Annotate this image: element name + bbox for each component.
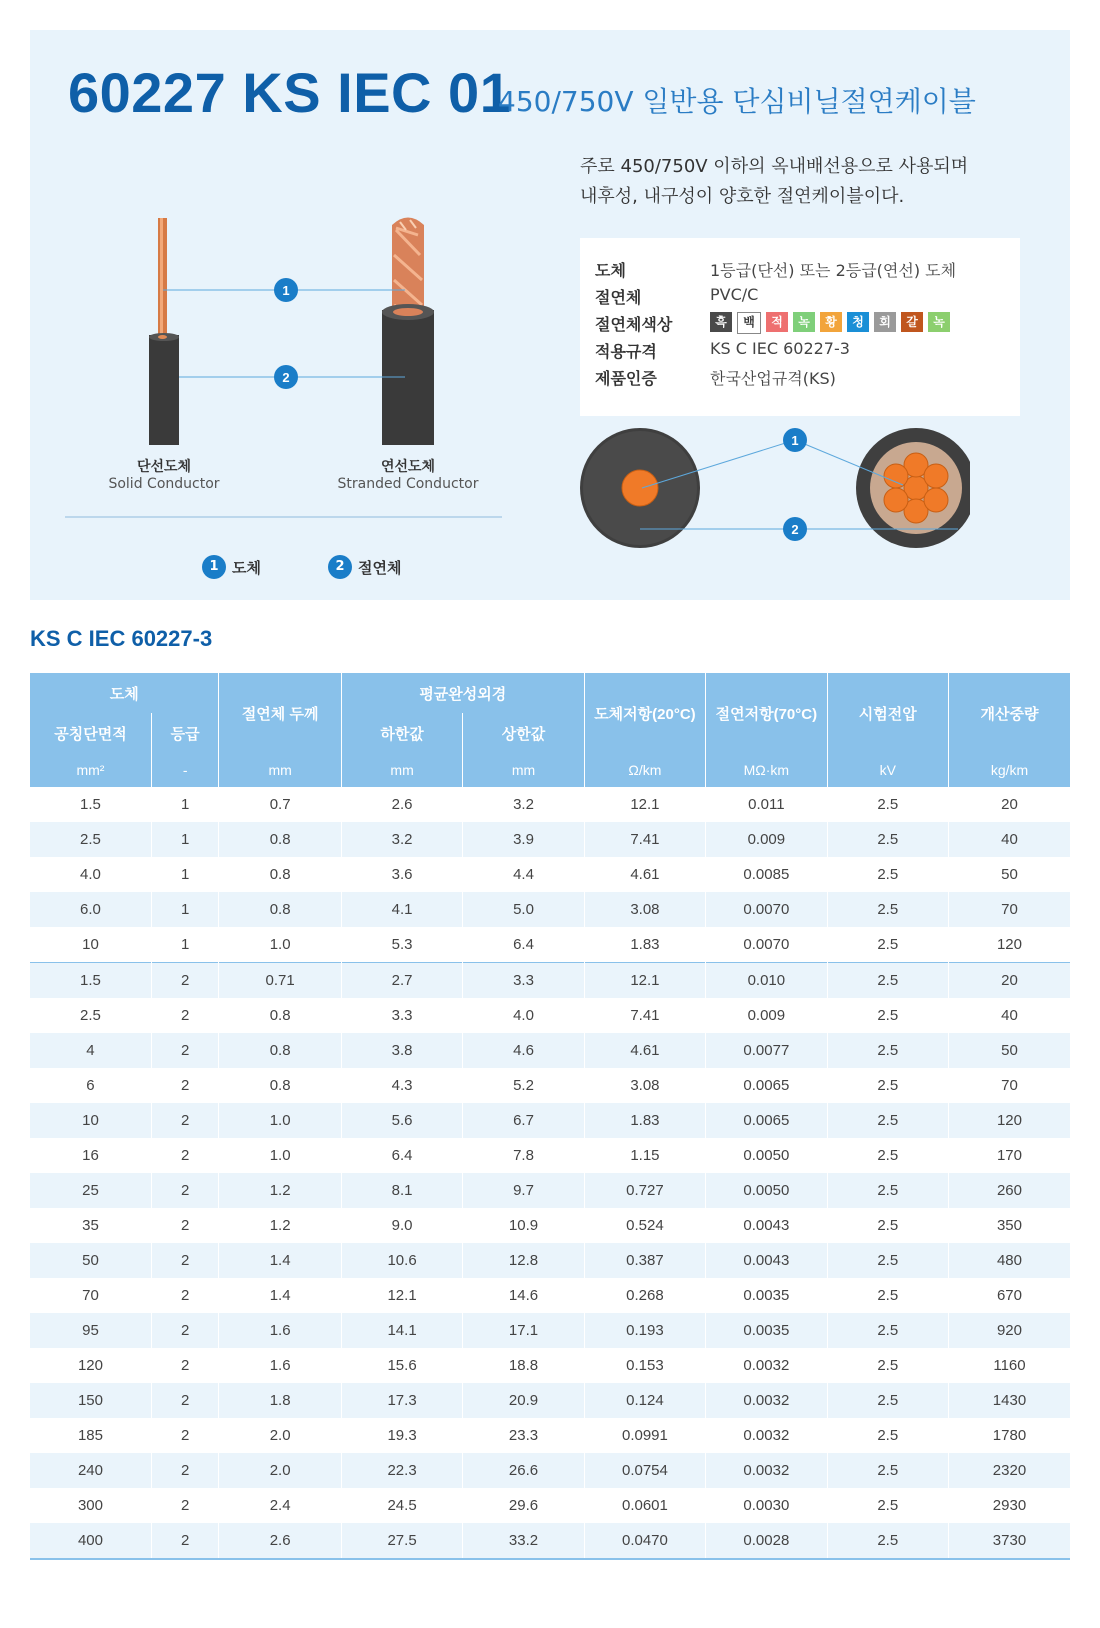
spec-table xyxy=(30,673,1070,1560)
unit-cell: kg/km xyxy=(948,753,1070,787)
table-cell: 14.6 xyxy=(463,1278,584,1313)
table-cell: 3.2 xyxy=(341,822,462,857)
legend-conductor xyxy=(202,555,261,579)
table-cell: 10 xyxy=(30,1103,151,1138)
table-cell: 16 xyxy=(30,1138,151,1173)
table-cell: 260 xyxy=(948,1173,1070,1208)
solid-caption-ko: 단선도체 xyxy=(136,459,192,475)
spec-box xyxy=(580,238,1020,416)
table-cell: 0.010 xyxy=(706,963,827,999)
table-cell: 2.0 xyxy=(219,1418,341,1453)
table-cell: 0.0085 xyxy=(706,857,827,892)
table-cell: 2.5 xyxy=(827,998,948,1033)
table-cell: 2.5 xyxy=(827,963,948,999)
table-cell: 1430 xyxy=(948,1383,1070,1418)
table-title: KS C IEC 60227-3 xyxy=(30,626,213,651)
table-cell: 10.6 xyxy=(341,1243,462,1278)
table-row xyxy=(30,1033,1070,1068)
table-cell: 70 xyxy=(30,1278,151,1313)
table-row xyxy=(30,1068,1070,1103)
description-line-1: 주로 450/750V 이하의 옥내배선용으로 사용되며 xyxy=(580,156,969,177)
table-row xyxy=(30,1173,1070,1208)
stranded-conductor-graphic xyxy=(382,218,434,446)
table-cell: 8.1 xyxy=(341,1173,462,1208)
header-insulation-res: 절연저항(70°C) xyxy=(706,673,827,753)
unit-cell: - xyxy=(151,753,218,787)
table-cell: 70 xyxy=(948,1068,1070,1103)
unit-cell: kV xyxy=(827,753,948,787)
table-cell: 0.71 xyxy=(219,963,341,999)
table-cell: 4.0 xyxy=(463,998,584,1033)
cable-illustration xyxy=(30,30,550,530)
table-cell: 350 xyxy=(948,1208,1070,1243)
unit-cell: mm² xyxy=(30,753,151,787)
spec-value: 1등급(단선) 또는 2등급(연선) 도체 xyxy=(710,261,957,280)
table-row xyxy=(30,787,1070,822)
table-cell: 6.0 xyxy=(30,892,151,927)
table-cell: 5.6 xyxy=(341,1103,462,1138)
spec-label: 절연체색상 xyxy=(595,315,673,334)
table-cell: 480 xyxy=(948,1243,1070,1278)
table-cell: 0.011 xyxy=(706,787,827,822)
table-cell: 0.8 xyxy=(219,1068,341,1103)
table-cell: 12.8 xyxy=(463,1243,584,1278)
table-cell: 0.8 xyxy=(219,822,341,857)
table-row xyxy=(30,1313,1070,1348)
table-cell: 185 xyxy=(30,1418,151,1453)
table-cell: 70 xyxy=(948,892,1070,927)
svg-text:2: 2 xyxy=(791,522,799,537)
table-cell: 2.5 xyxy=(827,1243,948,1278)
table-row xyxy=(30,1348,1070,1383)
table-cell: 2.5 xyxy=(827,1138,948,1173)
table-row xyxy=(30,1103,1070,1138)
table-cell: 1.2 xyxy=(219,1173,341,1208)
table-cell: 2.5 xyxy=(827,1033,948,1068)
table-cell: 0.0050 xyxy=(706,1173,827,1208)
table-cell: 0.0754 xyxy=(584,1453,705,1488)
product-hero xyxy=(30,30,1070,600)
header-weight: 개산중량 xyxy=(948,673,1070,753)
table-cell: 2 xyxy=(151,1208,218,1243)
table-cell: 2 xyxy=(151,1068,218,1103)
legend-label-insulation: 절연체 xyxy=(358,558,402,577)
color-chip: 갈 xyxy=(901,312,923,332)
table-cell: 4.1 xyxy=(341,892,462,927)
table-cell: 2.4 xyxy=(219,1488,341,1523)
table-cell: 7.41 xyxy=(584,998,705,1033)
table-cell: 1.83 xyxy=(584,1103,705,1138)
table-cell: 2.5 xyxy=(827,1208,948,1243)
page-title: 60227 KS IEC 01 xyxy=(68,61,512,124)
table-cell: 1780 xyxy=(948,1418,1070,1453)
table-cell: 400 xyxy=(30,1523,151,1559)
table-cell: 0.8 xyxy=(219,1033,341,1068)
solid-conductor-graphic xyxy=(149,218,179,445)
table-cell: 1.4 xyxy=(219,1243,341,1278)
table-cell: 0.0601 xyxy=(584,1488,705,1523)
table-cell: 1 xyxy=(151,787,218,822)
table-row xyxy=(30,1278,1070,1313)
table-row xyxy=(30,1243,1070,1278)
table-cell: 2.5 xyxy=(827,857,948,892)
table-cell: 0.0043 xyxy=(706,1208,827,1243)
table-row xyxy=(30,1418,1070,1453)
table-cell: 2.5 xyxy=(30,822,151,857)
table-cell: 0.0032 xyxy=(706,1418,827,1453)
table-cell: 2 xyxy=(151,1313,218,1348)
table-cell: 0.153 xyxy=(584,1348,705,1383)
svg-text:1: 1 xyxy=(282,283,290,298)
table-cell: 1.15 xyxy=(584,1138,705,1173)
table-cell: 0.727 xyxy=(584,1173,705,1208)
table-cell: 0.8 xyxy=(219,998,341,1033)
stranded-caption-en: Stranded Conductor xyxy=(337,476,479,492)
table-cell: 17.3 xyxy=(341,1383,462,1418)
table-cell: 2.5 xyxy=(827,1383,948,1418)
table-cell: 240 xyxy=(30,1453,151,1488)
unit-cell: Ω/km xyxy=(584,753,705,787)
table-cell: 120 xyxy=(30,1348,151,1383)
table-cell: 7.41 xyxy=(584,822,705,857)
color-chip: 녹 xyxy=(793,312,815,332)
table-cell: 2.5 xyxy=(827,1173,948,1208)
table-body xyxy=(30,787,1070,1559)
table-cell: 2.5 xyxy=(827,1103,948,1138)
table-cell: 27.5 xyxy=(341,1523,462,1559)
table-cell: 2.5 xyxy=(827,1523,948,1559)
table-cell: 0.0032 xyxy=(706,1348,827,1383)
table-cell: 2.5 xyxy=(827,1488,948,1523)
table-cell: 2.0 xyxy=(219,1453,341,1488)
table-cell: 3.6 xyxy=(341,857,462,892)
product-description xyxy=(580,152,968,212)
table-row xyxy=(30,1208,1070,1243)
table-cell: 18.8 xyxy=(463,1348,584,1383)
table-cell: 40 xyxy=(948,822,1070,857)
table-cell: 0.009 xyxy=(706,998,827,1033)
table-cell: 0.0470 xyxy=(584,1523,705,1559)
color-chip: 녹&황 xyxy=(928,312,950,332)
color-chip: 회 xyxy=(874,312,896,332)
table-cell: 1.5 xyxy=(30,963,151,999)
table-cell: 6 xyxy=(30,1068,151,1103)
table-cell: 4 xyxy=(30,1033,151,1068)
table-row xyxy=(30,857,1070,892)
table-cell: 24.5 xyxy=(341,1488,462,1523)
table-row xyxy=(30,1383,1070,1418)
table-cell: 3730 xyxy=(948,1523,1070,1559)
table-cell: 50 xyxy=(948,857,1070,892)
table-cell: 0.0065 xyxy=(706,1068,827,1103)
table-cell: 15.6 xyxy=(341,1348,462,1383)
table-cell: 4.3 xyxy=(341,1068,462,1103)
stranded-caption-ko: 연선도체 xyxy=(380,459,436,475)
table-cell: 0.268 xyxy=(584,1278,705,1313)
table-cell: 0.0070 xyxy=(706,892,827,927)
table-cell: 0.0991 xyxy=(584,1418,705,1453)
table-cell: 3.2 xyxy=(463,787,584,822)
table-row xyxy=(30,1453,1070,1488)
table-cell: 0.8 xyxy=(219,892,341,927)
table-cell: 2.5 xyxy=(827,1348,948,1383)
table-cell: 1.8 xyxy=(219,1383,341,1418)
unit-cell: mm xyxy=(463,753,584,787)
table-cell: 3.3 xyxy=(341,998,462,1033)
table-cell: 3.3 xyxy=(463,963,584,999)
legend-insulation xyxy=(328,555,401,579)
table-cell: 95 xyxy=(30,1313,151,1348)
unit-cell: mm xyxy=(219,753,341,787)
table-cell: 2.5 xyxy=(827,787,948,822)
table-cell: 1.4 xyxy=(219,1278,341,1313)
table-cell: 2 xyxy=(151,1383,218,1418)
table-cell: 300 xyxy=(30,1488,151,1523)
spec-label: 절연체 xyxy=(595,288,642,307)
table-cell: 25 xyxy=(30,1173,151,1208)
table-cell: 2.5 xyxy=(827,1453,948,1488)
table-cell: 2.5 xyxy=(827,822,948,857)
table-cell: 6.7 xyxy=(463,1103,584,1138)
table-cell: 1 xyxy=(151,892,218,927)
color-chip: 적 xyxy=(766,312,788,332)
table-cell: 20 xyxy=(948,963,1070,999)
table-cell: 2.5 xyxy=(827,1068,948,1103)
table-cell: 0.124 xyxy=(584,1383,705,1418)
unit-cell: mm xyxy=(341,753,462,787)
table-cell: 12.1 xyxy=(341,1278,462,1313)
header-upper: 상한값 xyxy=(463,713,584,753)
table-cell: 0.7 xyxy=(219,787,341,822)
table-cell: 170 xyxy=(948,1138,1070,1173)
table-cell: 4.6 xyxy=(463,1033,584,1068)
header-area: 공칭단면적 xyxy=(30,713,151,753)
table-cell: 0.0065 xyxy=(706,1103,827,1138)
table-cell: 1 xyxy=(151,822,218,857)
table-cell: 0.0032 xyxy=(706,1383,827,1418)
spec-value: 한국산업규격(KS) xyxy=(710,369,836,388)
header-grade: 등급 xyxy=(151,713,218,753)
table-cell: 6.4 xyxy=(463,927,584,963)
header-avg-od: 평균완성외경 xyxy=(341,673,584,713)
table-cell: 5.2 xyxy=(463,1068,584,1103)
table-cell: 1.0 xyxy=(219,1103,341,1138)
table-cell: 2.5 xyxy=(827,1418,948,1453)
table-cell: 1 xyxy=(151,927,218,963)
color-chip: 흑 xyxy=(710,312,732,332)
color-chip: 청 xyxy=(847,312,869,332)
table-cell: 12.1 xyxy=(584,963,705,999)
table-cell: 5.0 xyxy=(463,892,584,927)
table-cell: 0.0070 xyxy=(706,927,827,963)
table-cell: 4.4 xyxy=(463,857,584,892)
table-cell: 670 xyxy=(948,1278,1070,1313)
spec-value: KS C IEC 60227-3 xyxy=(710,339,850,358)
table-cell: 1.83 xyxy=(584,927,705,963)
table-row xyxy=(30,1488,1070,1523)
table-cell: 5.3 xyxy=(341,927,462,963)
table-cell: 9.7 xyxy=(463,1173,584,1208)
header-lower: 하한값 xyxy=(341,713,462,753)
table-cell: 50 xyxy=(30,1243,151,1278)
table-cell: 2 xyxy=(151,1278,218,1313)
table-row xyxy=(30,927,1070,963)
table-cell: 0.0030 xyxy=(706,1488,827,1523)
table-cell: 6.4 xyxy=(341,1138,462,1173)
table-cell: 2320 xyxy=(948,1453,1070,1488)
spec-label: 적용규격 xyxy=(595,342,657,361)
table-cell: 2 xyxy=(151,998,218,1033)
table-cell: 2 xyxy=(151,963,218,999)
table-cell: 1.5 xyxy=(30,787,151,822)
table-row xyxy=(30,1138,1070,1173)
table-cell: 3.08 xyxy=(584,1068,705,1103)
legend-num-1: 1 xyxy=(202,555,226,579)
table-cell: 150 xyxy=(30,1383,151,1418)
table-cell: 35 xyxy=(30,1208,151,1243)
table-cell: 1.2 xyxy=(219,1208,341,1243)
table-cell: 20 xyxy=(948,787,1070,822)
table-cell: 2.5 xyxy=(827,1278,948,1313)
table-cell: 4.61 xyxy=(584,1033,705,1068)
description-line-2: 내후성, 내구성이 양호한 절연케이블이다. xyxy=(580,186,905,207)
table-cell: 7.8 xyxy=(463,1138,584,1173)
color-chip: 황 xyxy=(820,312,842,332)
table-cell: 2.6 xyxy=(341,787,462,822)
header-resistance: 도체저항(20°C) xyxy=(584,673,705,753)
table-cell: 2 xyxy=(151,1103,218,1138)
table-cell: 14.1 xyxy=(341,1313,462,1348)
header-conductor: 도체 xyxy=(30,673,219,713)
table-cell: 1.0 xyxy=(219,927,341,963)
spec-value: PVC/C xyxy=(710,285,759,304)
table-cell: 920 xyxy=(948,1313,1070,1348)
table-cell: 10.9 xyxy=(463,1208,584,1243)
header-voltage: 시험전압 xyxy=(827,673,948,753)
table-cell: 1.0 xyxy=(219,1138,341,1173)
color-chip: 백 xyxy=(737,312,761,334)
table-cell: 2 xyxy=(151,1453,218,1488)
table-cell: 2930 xyxy=(948,1488,1070,1523)
table-cell: 120 xyxy=(948,927,1070,963)
table-cell: 26.6 xyxy=(463,1453,584,1488)
table-cell: 2.5 xyxy=(827,927,948,963)
table-cell: 10 xyxy=(30,927,151,963)
page-subtitle: 450/750V 일반용 단심비닐절연케이블 xyxy=(498,85,976,118)
cross-section-illustration xyxy=(570,425,970,565)
table-cell: 0.0032 xyxy=(706,1453,827,1488)
table-cell: 2.5 xyxy=(827,892,948,927)
table-row xyxy=(30,1523,1070,1559)
table-cell: 0.0028 xyxy=(706,1523,827,1559)
table-cell: 2 xyxy=(151,1173,218,1208)
table-cell: 2 xyxy=(151,1418,218,1453)
table-cell: 1.6 xyxy=(219,1348,341,1383)
table-cell: 1.6 xyxy=(219,1313,341,1348)
table-cell: 40 xyxy=(948,998,1070,1033)
table-cell: 1160 xyxy=(948,1348,1070,1383)
table-cell: 2 xyxy=(151,1138,218,1173)
table-cell: 2.7 xyxy=(341,963,462,999)
table-cell: 0.0077 xyxy=(706,1033,827,1068)
table-cell: 2 xyxy=(151,1488,218,1523)
spec-label: 도체 xyxy=(595,261,626,280)
legend-num-2: 2 xyxy=(328,555,352,579)
table-cell: 0.193 xyxy=(584,1313,705,1348)
table-cell: 3.8 xyxy=(341,1033,462,1068)
table-row xyxy=(30,998,1070,1033)
table-cell: 19.3 xyxy=(341,1418,462,1453)
table-row xyxy=(30,963,1070,999)
table-cell: 33.2 xyxy=(463,1523,584,1559)
table-cell: 17.1 xyxy=(463,1313,584,1348)
table-cell: 22.3 xyxy=(341,1453,462,1488)
spec-label: 제품인증 xyxy=(595,369,657,388)
table-cell: 3.9 xyxy=(463,822,584,857)
table-cell: 2 xyxy=(151,1243,218,1278)
solid-caption-en: Solid Conductor xyxy=(108,476,220,492)
header-thickness: 절연체 두께 xyxy=(219,673,341,753)
table-cell: 2.5 xyxy=(827,1313,948,1348)
table-cell: 4.61 xyxy=(584,857,705,892)
table-cell: 4.0 xyxy=(30,857,151,892)
table-cell: 120 xyxy=(948,1103,1070,1138)
table-cell: 0.0035 xyxy=(706,1278,827,1313)
table-cell: 1 xyxy=(151,857,218,892)
table-cell: 2 xyxy=(151,1033,218,1068)
table-row xyxy=(30,892,1070,927)
table-cell: 23.3 xyxy=(463,1418,584,1453)
svg-text:2: 2 xyxy=(282,370,290,385)
svg-text:1: 1 xyxy=(791,433,799,448)
table-cell: 0.387 xyxy=(584,1243,705,1278)
legend-label-conductor: 도체 xyxy=(232,558,261,577)
table-cell: 0.009 xyxy=(706,822,827,857)
table-cell: 3.08 xyxy=(584,892,705,927)
table-cell: 20.9 xyxy=(463,1383,584,1418)
table-cell: 0.524 xyxy=(584,1208,705,1243)
table-cell: 2.5 xyxy=(30,998,151,1033)
table-cell: 9.0 xyxy=(341,1208,462,1243)
table-cell: 0.0050 xyxy=(706,1138,827,1173)
table-cell: 0.8 xyxy=(219,857,341,892)
unit-cell: MΩ·km xyxy=(706,753,827,787)
table-cell: 50 xyxy=(948,1033,1070,1068)
table-cell: 2 xyxy=(151,1348,218,1383)
table-cell: 29.6 xyxy=(463,1488,584,1523)
table-cell: 2 xyxy=(151,1523,218,1559)
table-cell: 0.0035 xyxy=(706,1313,827,1348)
table-cell: 12.1 xyxy=(584,787,705,822)
table-cell: 0.0043 xyxy=(706,1243,827,1278)
table-row xyxy=(30,822,1070,857)
table-cell: 2.6 xyxy=(219,1523,341,1559)
